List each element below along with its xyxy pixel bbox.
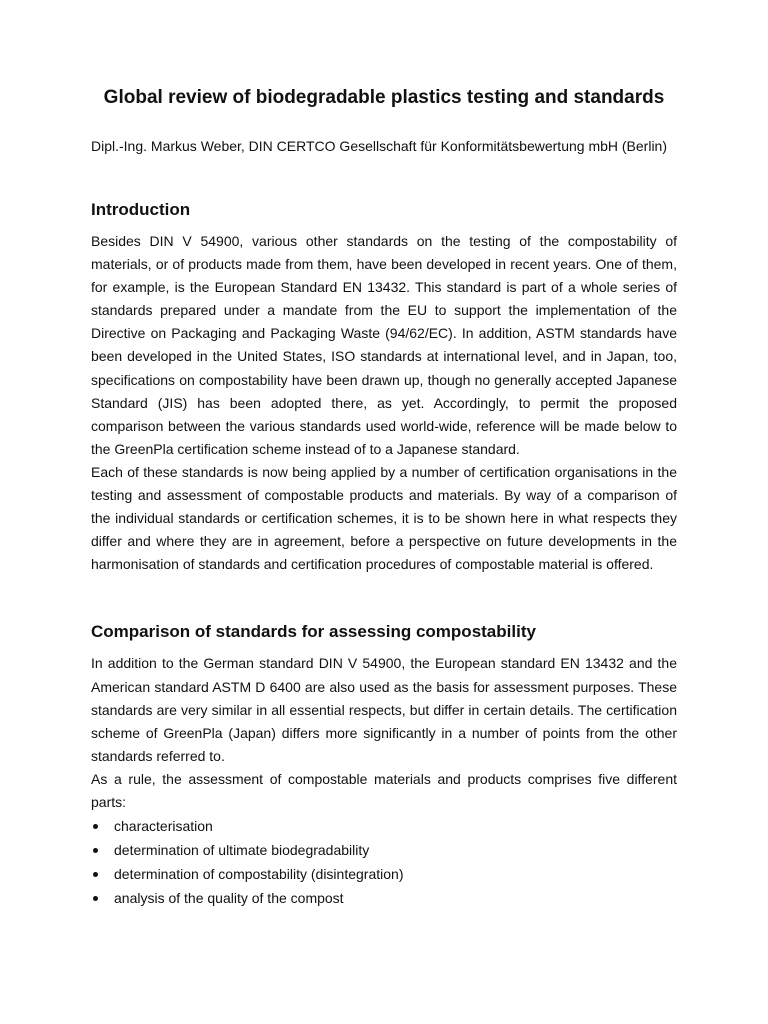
comparison-paragraph-1: In addition to the German standard DIN V 54900, the European standard EN 13432 and the American standard ASTM D 6400 are also used as the basis for assessment purposes. These standards are very similar in all essential respects, but differ in certain details. The certification scheme of GreenPla (Japan) differs more significantly in a number of points from the other standards referred to. bbox=[91, 655, 677, 764]
section-heading-introduction: Introduction bbox=[91, 200, 191, 219]
author-line: Dipl.-Ing. Markus Weber, DIN CERTCO Gesellschaft für Konformitätsbewertung mbH (Berlin) bbox=[91, 138, 668, 154]
introduction-paragraph-2: Each of these standards is now being applied by a number of certification organisations in the testing and assessment of compostable products and materials. By way of a comparison of the individual standards or certification schemes, it is to be shown here in what respects they differ and where they are in agreement, before a perspective on future developments in the harmonisation of standards and certification procedures of compostable material is offered. bbox=[91, 463, 677, 573]
list-item: determination of compostability (disintegration) bbox=[91, 862, 677, 886]
comparison-paragraph-2: As a rule, the assessment of compostable materials and products comprises five different parts: bbox=[91, 770, 677, 810]
assessment-parts-list bbox=[91, 814, 677, 910]
section-heading-comparison: Comparison of standards for assessing compostability bbox=[91, 622, 536, 642]
introduction-paragraph-1: Besides DIN V 54900, various other standards on the testing of the compostability of materials, or of products made from them, have been developed in recent years. One of them, for example, is the European Standard EN 13432. This standard is part of a whole series of standards prepared under a mandate from the EU to support the implementation of the Directive on Packaging and Packaging Waste (94/62/EC). In addition, ASTM standards have been developed in the United States, ISO standards at international level, and in Japan, too, specifications on compostability have been drawn up, though no generally accepted Japanese Standard (JIS) has been adopted there, as yet. Accordingly, to permit the proposed comparison between the various standards used world-wide, reference will be made below to the GreenPla certification scheme instead of to a Japanese standard. bbox=[91, 233, 677, 457]
document-title: Global review of biodegradable plastics testing and standards bbox=[103, 87, 665, 108]
list-item: determination of ultimate biodegradability bbox=[91, 838, 677, 862]
document-page bbox=[91, 82, 677, 910]
list-item: characterisation bbox=[91, 814, 677, 838]
list-item: analysis of the quality of the compost bbox=[91, 886, 677, 910]
